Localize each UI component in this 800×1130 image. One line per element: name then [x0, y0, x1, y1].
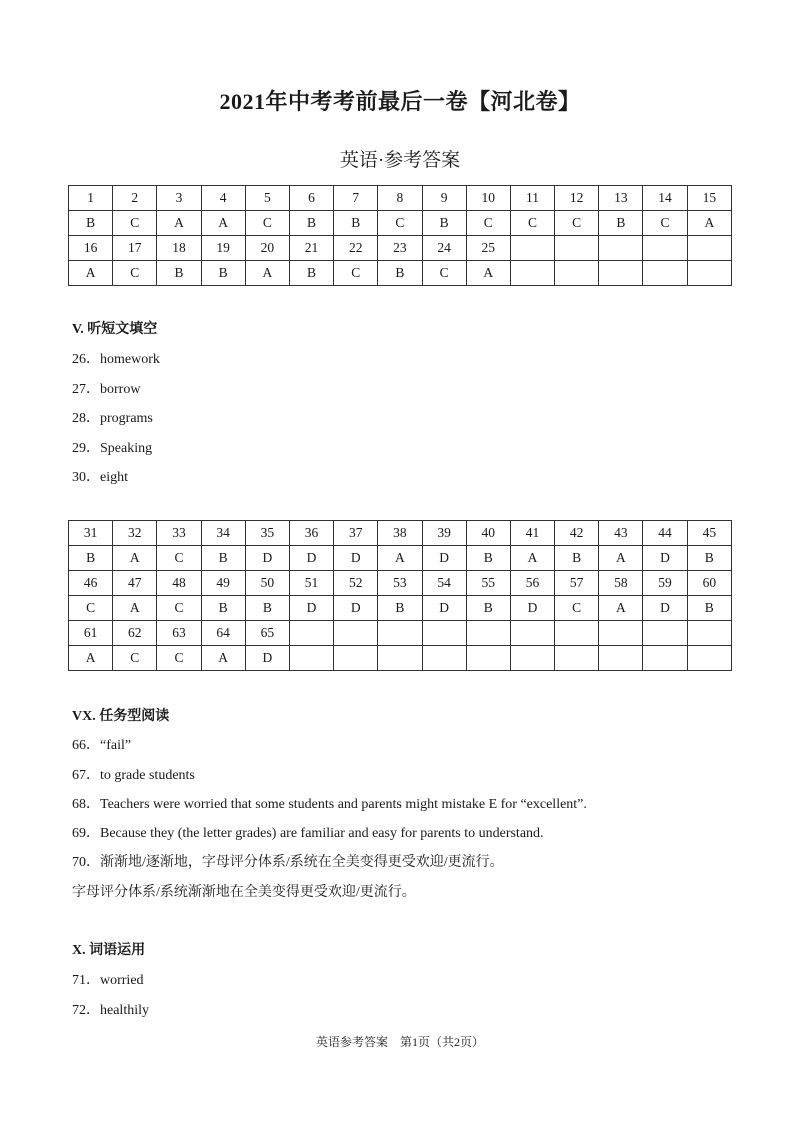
table-cell: C: [422, 261, 466, 286]
table-cell: C: [643, 211, 687, 236]
answer-table-1: [68, 185, 732, 286]
table-cell: D: [510, 596, 554, 621]
answer-table-2: [68, 520, 732, 671]
table-cell: 5: [245, 186, 289, 211]
table-cell: 32: [113, 521, 157, 546]
table-cell: 25: [466, 236, 510, 261]
table-cell: B: [157, 261, 201, 286]
answer-line: 69．Because they (the letter grades) are familiar and easy for parents to understand.: [72, 826, 544, 841]
table-cell: C: [245, 211, 289, 236]
table-cell: B: [687, 596, 731, 621]
table-row: [69, 521, 732, 546]
answer-line: 70．渐渐地/逐渐地，字母评分体系/系统在全美变得更受欢迎/更流行。: [72, 855, 504, 870]
table-cell: 53: [378, 571, 422, 596]
table-cell: 61: [69, 621, 113, 646]
table-cell: [687, 236, 731, 261]
table-cell: A: [113, 596, 157, 621]
table-cell: 49: [201, 571, 245, 596]
table-cell: 50: [245, 571, 289, 596]
table-cell: [643, 646, 687, 671]
table-cell: [555, 236, 599, 261]
table-cell: [378, 646, 422, 671]
table-row: [69, 211, 732, 236]
answer-line: 27．borrow: [72, 382, 141, 397]
table-cell: 40: [466, 521, 510, 546]
answer-line: 68．Teachers were worried that some students and parents might mistake E for “excellent”.: [72, 797, 587, 812]
table-cell: B: [422, 211, 466, 236]
table-row: [69, 261, 732, 286]
table-cell: A: [201, 646, 245, 671]
table-cell: B: [687, 546, 731, 571]
table-cell: [422, 621, 466, 646]
table-cell: C: [466, 211, 510, 236]
answer-line: 30．eight: [72, 470, 128, 485]
table-cell: B: [201, 546, 245, 571]
table-cell: 62: [113, 621, 157, 646]
section-heading-word-use: X. 词语运用: [72, 943, 146, 958]
table-row: [69, 621, 732, 646]
table-cell: B: [378, 596, 422, 621]
table-cell: [643, 236, 687, 261]
table-cell: 8: [378, 186, 422, 211]
table-cell: [510, 646, 554, 671]
table-cell: 33: [157, 521, 201, 546]
table-cell: [687, 261, 731, 286]
table-cell: C: [555, 596, 599, 621]
table-cell: 12: [555, 186, 599, 211]
table-cell: 48: [157, 571, 201, 596]
table-cell: D: [245, 546, 289, 571]
table-cell: [510, 261, 554, 286]
table-cell: C: [510, 211, 554, 236]
table-cell: [334, 621, 378, 646]
table-cell: D: [289, 546, 333, 571]
table-cell: 47: [113, 571, 157, 596]
table-cell: 42: [555, 521, 599, 546]
table-cell: A: [201, 211, 245, 236]
table-cell: 34: [201, 521, 245, 546]
table-cell: B: [69, 546, 113, 571]
table-cell: C: [157, 546, 201, 571]
table-cell: D: [422, 596, 466, 621]
table-cell: 17: [113, 236, 157, 261]
table-cell: [687, 621, 731, 646]
table-cell: C: [113, 646, 157, 671]
table-cell: 55: [466, 571, 510, 596]
answer-line: 72．healthily: [72, 1003, 149, 1018]
table-cell: [466, 646, 510, 671]
table-cell: 15: [687, 186, 731, 211]
table-cell: 39: [422, 521, 466, 546]
table-cell: [289, 621, 333, 646]
table-cell: 35: [245, 521, 289, 546]
page-subtitle: 英语·参考答案: [339, 150, 461, 171]
table-cell: B: [334, 211, 378, 236]
table-cell: 44: [643, 521, 687, 546]
table-cell: [599, 236, 643, 261]
answer-line: 字母评分体系/系统渐渐地在全美变得更受欢迎/更流行。: [72, 885, 416, 900]
table-cell: 65: [245, 621, 289, 646]
table-cell: 51: [289, 571, 333, 596]
table-cell: [599, 621, 643, 646]
table-cell: B: [378, 261, 422, 286]
table-cell: [378, 621, 422, 646]
table-cell: 16: [69, 236, 113, 261]
table-cell: 63: [157, 621, 201, 646]
table-cell: 19: [201, 236, 245, 261]
page-footer: 英语参考答案 第1页（共2页）: [315, 1035, 484, 1049]
table-cell: 23: [378, 236, 422, 261]
table-cell: [555, 646, 599, 671]
table-cell: C: [113, 261, 157, 286]
table-cell: 11: [510, 186, 554, 211]
table-cell: D: [245, 646, 289, 671]
table-cell: D: [334, 596, 378, 621]
table-cell: [555, 621, 599, 646]
table-row: [69, 546, 732, 571]
table-cell: 41: [510, 521, 554, 546]
table-cell: [289, 646, 333, 671]
table-cell: 9: [422, 186, 466, 211]
table-cell: B: [69, 211, 113, 236]
table-cell: [510, 236, 554, 261]
table-cell: 31: [69, 521, 113, 546]
table-cell: 36: [289, 521, 333, 546]
table-cell: A: [69, 646, 113, 671]
table-cell: 18: [157, 236, 201, 261]
table-cell: [643, 261, 687, 286]
table-cell: [510, 621, 554, 646]
table-cell: [555, 261, 599, 286]
table-cell: A: [466, 261, 510, 286]
answer-line: 28．programs: [72, 411, 153, 426]
table-cell: B: [555, 546, 599, 571]
table-cell: 20: [245, 236, 289, 261]
table-cell: [466, 621, 510, 646]
table-cell: 56: [510, 571, 554, 596]
table-cell: 6: [289, 186, 333, 211]
section-heading-listening: V. 听短文填空: [72, 322, 158, 337]
table-cell: 45: [687, 521, 731, 546]
table-cell: B: [201, 261, 245, 286]
table-cell: [599, 261, 643, 286]
table-cell: D: [643, 546, 687, 571]
table-cell: 24: [422, 236, 466, 261]
table-cell: [334, 646, 378, 671]
table-cell: 52: [334, 571, 378, 596]
table-row: [69, 596, 732, 621]
table-cell: B: [599, 211, 643, 236]
table-cell: 22: [334, 236, 378, 261]
table-cell: A: [378, 546, 422, 571]
table-cell: A: [599, 546, 643, 571]
table-cell: 54: [422, 571, 466, 596]
answer-line: 29．Speaking: [72, 441, 153, 456]
table-cell: C: [157, 646, 201, 671]
table-cell: 37: [334, 521, 378, 546]
table-cell: 46: [69, 571, 113, 596]
table-row: [69, 646, 732, 671]
table-cell: 1: [69, 186, 113, 211]
table-cell: 57: [555, 571, 599, 596]
table-cell: D: [289, 596, 333, 621]
table-cell: 59: [643, 571, 687, 596]
table-cell: C: [69, 596, 113, 621]
table-cell: 38: [378, 521, 422, 546]
table-cell: [599, 646, 643, 671]
table-row: [69, 236, 732, 261]
section-heading-task-reading: VX. 任务型阅读: [72, 709, 170, 724]
table-cell: 7: [334, 186, 378, 211]
table-cell: [643, 621, 687, 646]
table-cell: 3: [157, 186, 201, 211]
table-cell: C: [157, 596, 201, 621]
table-cell: 13: [599, 186, 643, 211]
table-cell: B: [201, 596, 245, 621]
answer-line: 26．homework: [72, 352, 160, 367]
table-cell: A: [157, 211, 201, 236]
table-cell: 43: [599, 521, 643, 546]
table-cell: B: [466, 546, 510, 571]
table-cell: 4: [201, 186, 245, 211]
table-cell: A: [113, 546, 157, 571]
table-cell: 64: [201, 621, 245, 646]
table-cell: A: [599, 596, 643, 621]
table-cell: D: [334, 546, 378, 571]
table-cell: 58: [599, 571, 643, 596]
table-cell: A: [510, 546, 554, 571]
table-row: [69, 571, 732, 596]
table-cell: 21: [289, 236, 333, 261]
table-cell: B: [466, 596, 510, 621]
answer-line: 66．“fail”: [72, 738, 132, 753]
table-cell: B: [245, 596, 289, 621]
table-cell: 2: [113, 186, 157, 211]
table-cell: A: [245, 261, 289, 286]
table-cell: D: [422, 546, 466, 571]
table-cell: 14: [643, 186, 687, 211]
table-cell: B: [289, 261, 333, 286]
table-row: [69, 186, 732, 211]
table-cell: C: [113, 211, 157, 236]
table-cell: A: [687, 211, 731, 236]
table-cell: A: [69, 261, 113, 286]
table-cell: C: [334, 261, 378, 286]
answer-line: 71．worried: [72, 973, 144, 988]
table-cell: 10: [466, 186, 510, 211]
table-cell: [422, 646, 466, 671]
table-cell: C: [378, 211, 422, 236]
table-cell: B: [289, 211, 333, 236]
table-cell: [687, 646, 731, 671]
table-cell: C: [555, 211, 599, 236]
table-cell: D: [643, 596, 687, 621]
page-title: 2021年中考考前最后一卷【河北卷】: [219, 89, 581, 114]
table-cell: 60: [687, 571, 731, 596]
answer-line: 67．to grade students: [72, 768, 195, 783]
